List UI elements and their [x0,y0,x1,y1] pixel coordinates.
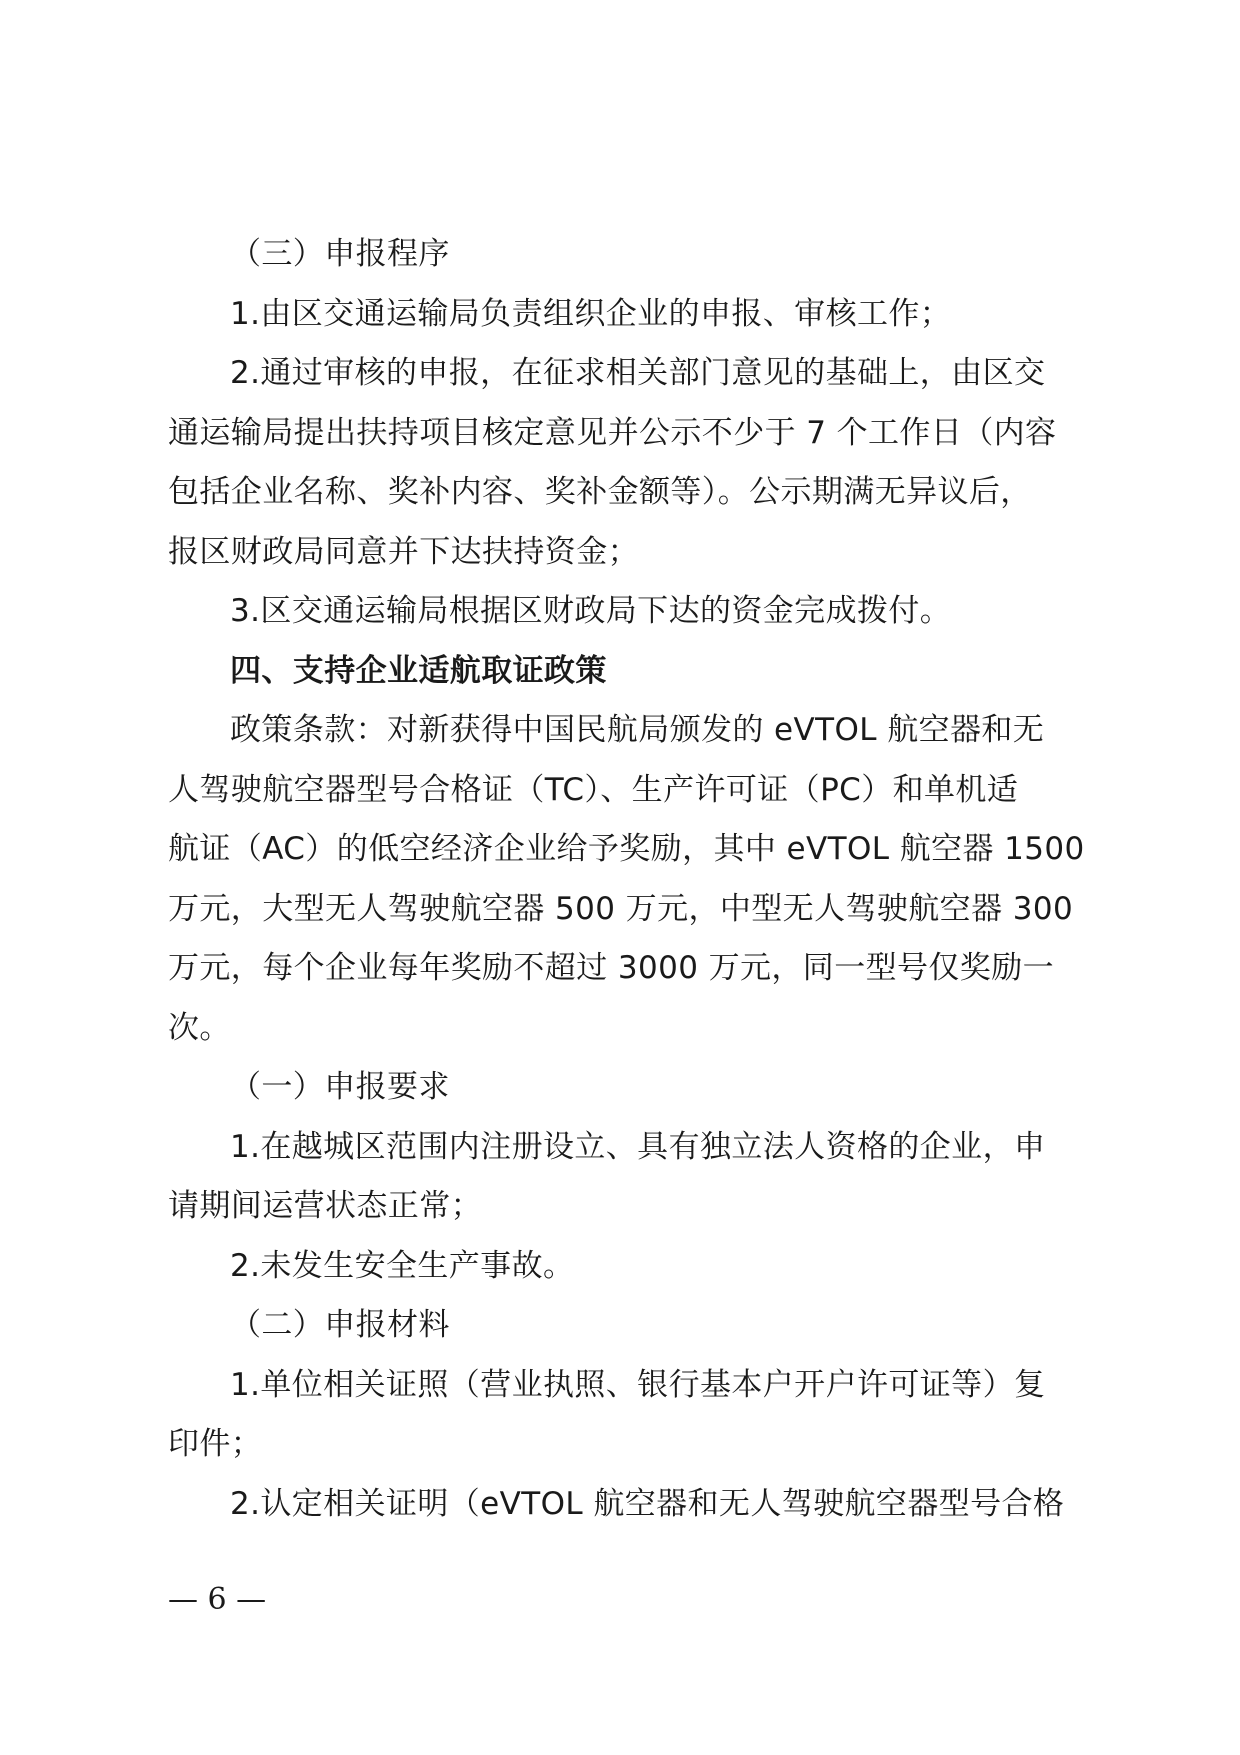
paragraph-line: 包括企业名称、奖补内容、奖补金额等）。公示期满无异议后， [168,474,1032,510]
paragraph-line: 万元，大型无人驾驶航空器 500 万元，中型无人驾驶航空器 300 [168,890,1074,927]
paragraph-line: 请期间运营状态正常； [168,1188,482,1224]
paragraph-line: 2.未发生安全生产事故。 [230,1247,575,1284]
section-heading-application-procedure: （三）申报程序 [230,236,450,272]
document-body [168,225,1098,1534]
section-heading-application-materials: （二）申报材料 [230,1307,450,1343]
paragraph-line: 3.区交通运输局根据区财政局下达的资金完成拨付。 [230,593,952,629]
paragraph-line: 万元，每个企业每年奖励不超过 3000 万元，同一型号仅奖励一 [168,950,1054,986]
paragraph-line: 2.认定相关证明（eVTOL 航空器和无人驾驶航空器型号合格 [230,1485,1065,1522]
paragraph-line: 次。 [168,1009,231,1046]
section-heading-application-requirements: （一）申报要求 [230,1069,450,1105]
paragraph-line: 1.单位相关证照（营业执照、银行基本户开户许可证等）复 [230,1366,1046,1403]
paragraph-line: 人驾驶航空器型号合格证（TC）、生产许可证（PC）和单机适 [168,771,1019,808]
paragraph-line: 航证（AC）的低空经济企业给予奖励，其中 eVTOL 航空器 1500 [168,831,1085,867]
paragraph-line: 2.通过审核的申报，在征求相关部门意见的基础上，由区交 [230,355,1046,391]
paragraph-line: 政策条款：对新获得中国民航局颁发的 eVTOL 航空器和无 [230,712,1045,748]
paragraph-line: 1.在越城区范围内注册设立、具有独立法人资格的企业，申 [230,1128,1046,1165]
page-number: — 6 — [168,1582,267,1617]
paragraph-line: 报区财政局同意并下达扶持资金； [168,533,639,570]
paragraph-line: 印件； [168,1426,263,1462]
paragraph-line: 1.由区交通运输局负责组织企业的申报、审核工作； [230,295,952,332]
paragraph-line: 通运输局提出扶持项目核定意见并公示不少于 7 个工作日（内容 [168,414,1057,451]
chapter-heading-airworthiness-policy: 四、支持企业适航取证政策 [230,652,607,689]
